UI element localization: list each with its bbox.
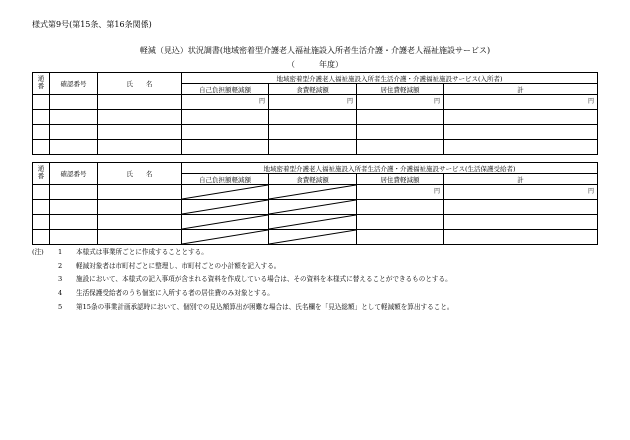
- unit-label: 円: [433, 98, 440, 105]
- diagonal-cell: [182, 185, 269, 200]
- col-food-header: 食費軽減額: [269, 174, 357, 185]
- group-header: 地域密着型介護老人福祉施設入所者生活介護・介護福祉施設サービス(入所者): [182, 73, 598, 84]
- table-row: [33, 110, 598, 125]
- unit-label: 円: [433, 188, 440, 195]
- diagonal-cell: [269, 230, 357, 245]
- group-header: 地域密着型介護老人福祉施設入所者生活介護・介護福祉施設サービス(生活保護受給者): [182, 163, 598, 174]
- col-serial-header: 通番: [33, 73, 50, 95]
- col-food-header: 食費軽減額: [269, 84, 357, 95]
- col-name-header: 氏 名: [98, 163, 182, 185]
- col-total-header: 計: [444, 174, 598, 185]
- notes-lead: (注): [32, 248, 44, 256]
- table-row: [33, 230, 598, 245]
- table-row: [33, 200, 598, 215]
- col-confirm-header: 確認番号: [50, 163, 98, 185]
- table-welfare-recipients: [32, 162, 598, 245]
- note-item: 2 軽減対象者は市町村ごとに整理し、市町村ごとの小計額を記入する。: [58, 261, 281, 270]
- diagonal-cell: [182, 200, 269, 215]
- table-row: [33, 215, 598, 230]
- table-residents: [32, 72, 598, 155]
- unit-label: 円: [588, 188, 595, 195]
- col-serial-header: 通番: [33, 163, 50, 185]
- unit-label: 円: [588, 98, 595, 105]
- fiscal-year-label: （ 年度）: [287, 60, 343, 69]
- note-item: 4 生活保護受給者のうち個室に入所する者の居住費のみ対象とする。: [58, 289, 274, 298]
- table-row: [33, 95, 598, 110]
- col-copay-header: 自己負担額軽減額: [182, 174, 269, 185]
- col-copay-header: 自己負担額軽減額: [182, 84, 269, 95]
- note-item: 3 施設において、本様式の記入事項が含まれる資料を作成している場合は、その資料を本様式に替えることができるものとする。: [58, 275, 452, 284]
- unit-label: 円: [346, 98, 353, 105]
- col-housing-header: 居住費軽減額: [357, 84, 444, 95]
- form-number: 様式第9号(第15条、第16条関係): [32, 20, 152, 29]
- diagonal-cell: [182, 230, 269, 245]
- table-row: [33, 140, 598, 155]
- col-total-header: 計: [444, 84, 598, 95]
- note-item: (注) 1 本様式は事業所ごとに作成することとする。: [32, 246, 454, 260]
- unit-label: 円: [258, 98, 265, 105]
- diagonal-cell: [182, 215, 269, 230]
- diagonal-cell: [269, 185, 357, 200]
- col-confirm-header: 確認番号: [50, 73, 98, 95]
- table-row: [33, 185, 598, 200]
- col-name-header: 氏 名: [98, 73, 182, 95]
- document-title: 軽減（見込）状況調書(地域密着型介護老人福祉施設入所者生活介護・介護老人福祉施設サービス): [139, 46, 491, 55]
- table-row: [33, 125, 598, 140]
- notes-section: [32, 246, 454, 315]
- col-housing-header: 居住費軽減額: [357, 174, 444, 185]
- diagonal-cell: [269, 200, 357, 215]
- note-item: 5 第15条の事業計画承認時において、個別での見込額算出が困難な場合は、氏名欄を「見込総額」として軽減額を算出すること。: [58, 302, 454, 311]
- diagonal-cell: [269, 215, 357, 230]
